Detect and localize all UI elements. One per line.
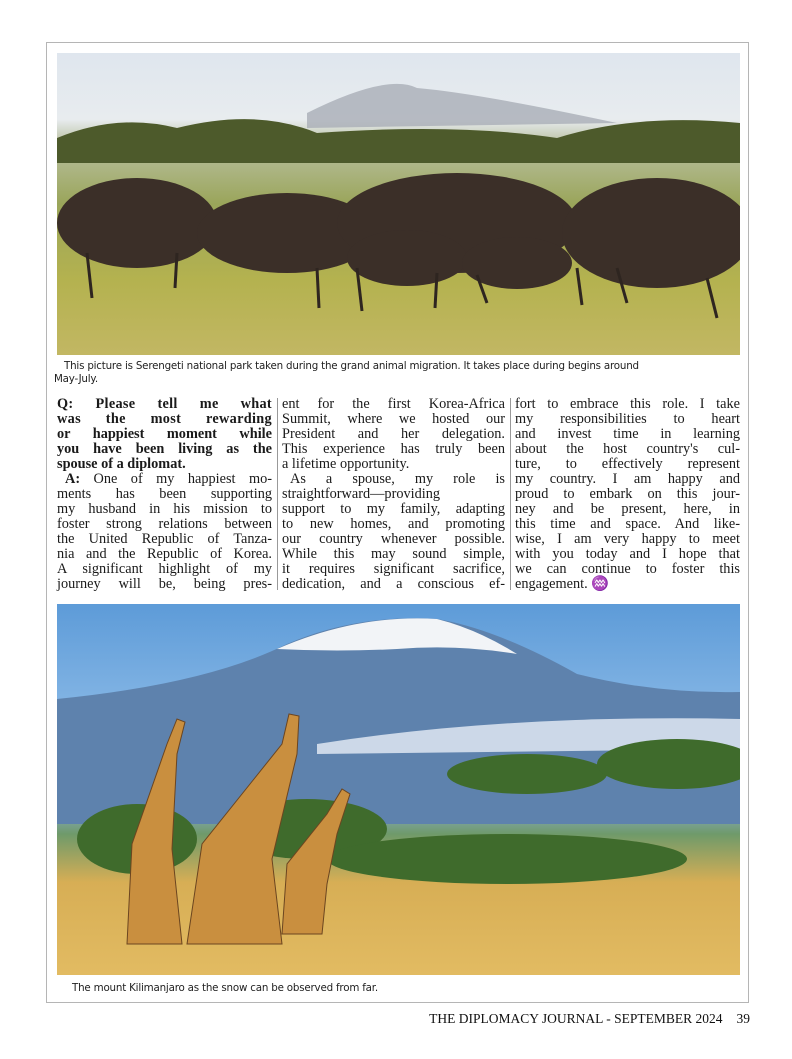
- question-line: or happiest moment while: [57, 426, 272, 442]
- body-line: dedication, and a conscious ef-: [282, 576, 505, 592]
- body-line: and invest time in learning: [515, 426, 740, 442]
- body-line: A significant highlight of my: [57, 561, 272, 577]
- question-line: you have been living as the: [57, 441, 272, 457]
- body-line: While this may sound simple,: [282, 546, 505, 562]
- body-line: our country whenever possible.: [282, 531, 505, 547]
- article-column-2: [282, 397, 505, 592]
- answer-text: One of my happiest mo-: [93, 471, 272, 487]
- body-line: fort to embrace this role. I take: [515, 396, 740, 412]
- body-line: ments has been supporting: [57, 486, 272, 502]
- body-line: foster strong relations between: [57, 516, 272, 532]
- kilimanjaro-giraffes-photo: [57, 604, 740, 975]
- article-column-1: [57, 397, 272, 592]
- answer-label: A:: [65, 471, 81, 487]
- body-line: we can continue to foster this: [515, 561, 740, 577]
- body-line: ney and be present, here, in: [515, 501, 740, 517]
- publication-name: THE DIPLOMACY JOURNAL - SEPTEMBER 2024: [429, 1011, 723, 1026]
- question-text: Please tell me what: [95, 396, 272, 412]
- body-line: wise, I am very happy to meet: [515, 531, 740, 547]
- body-line: about the host country's cul-: [515, 441, 740, 457]
- caption-line: This picture is Serengeti national park taken during the grand animal migration. It takes place during begins around: [64, 360, 639, 372]
- body-line: my husband in his mission to: [57, 501, 272, 517]
- body-line: my country. I am happy and: [515, 471, 740, 487]
- body-line: proud to embark on this jour-: [515, 486, 740, 502]
- page-number: 39: [736, 1011, 750, 1026]
- body-line: it requires significant sacrifice,: [282, 561, 505, 577]
- photo-caption-kilimanjaro: The mount Kilimanjaro as the snow can be observed from far.: [72, 982, 378, 994]
- body-text: engagement.: [515, 576, 588, 592]
- body-line: ture, to effectively represent: [515, 456, 740, 472]
- body-line: President and her delegation.: [282, 426, 505, 442]
- serengeti-migration-photo: [57, 53, 740, 355]
- body-line: the United Republic of Tanza-: [57, 531, 272, 547]
- question-line: was the most rewarding: [57, 411, 272, 427]
- body-line: journey will be, being pres-: [57, 576, 272, 592]
- end-mark-icon: ♒: [591, 576, 610, 592]
- body-line: my responsibilities to heart: [515, 411, 740, 427]
- body-line: This experience has truly been: [282, 441, 505, 457]
- article-column-3: [515, 397, 740, 592]
- question-line: spouse of a diplomat.: [57, 456, 186, 472]
- column-divider: [277, 398, 278, 590]
- column-divider: [510, 398, 511, 590]
- body-line: with you today and I hope that: [515, 546, 740, 562]
- body-line: [515, 577, 740, 592]
- page-footer: [429, 1011, 750, 1027]
- body-line: nia and the Republic of Korea.: [57, 546, 272, 562]
- answer-line: [57, 472, 272, 487]
- body-line: straightforward—providing: [282, 486, 441, 502]
- body-line: ent for the first Korea-Africa: [282, 396, 505, 412]
- photo-caption-serengeti: [54, 360, 744, 385]
- question-label: Q:: [57, 396, 74, 412]
- body-line: this time and space. And like-: [515, 516, 740, 532]
- question-line: [57, 397, 272, 412]
- body-line: support to my family, adapting: [282, 501, 505, 517]
- body-line: a lifetime opportunity.: [282, 456, 410, 472]
- body-line: Summit, where we hosted our: [282, 411, 505, 427]
- body-line: As a spouse, my role is: [290, 471, 505, 487]
- body-line: to new homes, and promoting: [282, 516, 505, 532]
- caption-line: May-July.: [54, 372, 98, 385]
